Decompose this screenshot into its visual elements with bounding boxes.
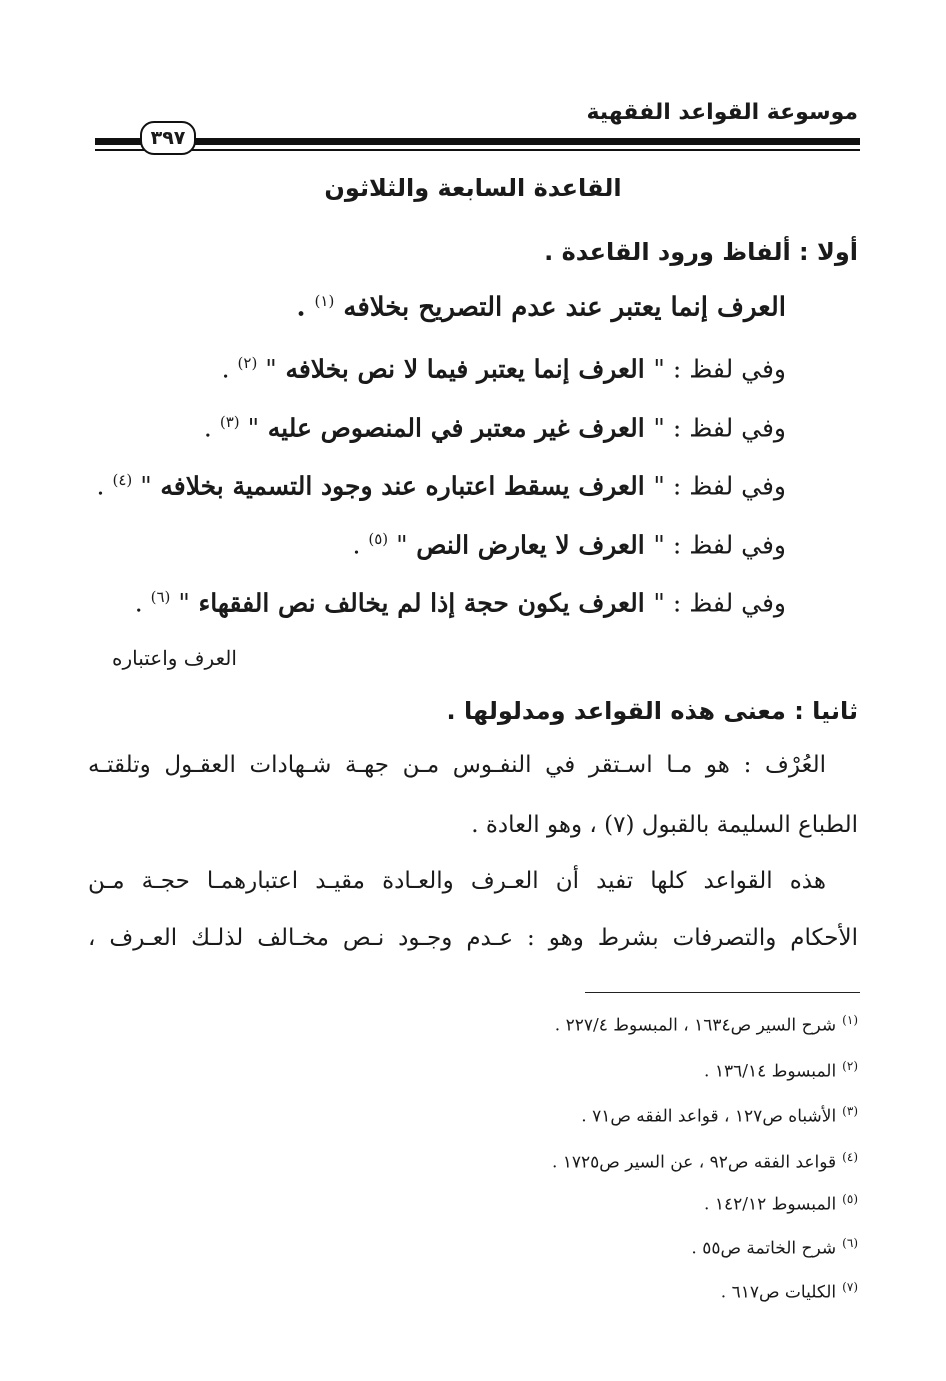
footnote-ref: (٥) [368,530,389,548]
footnote [721,1280,858,1303]
variant-line [204,413,786,442]
variant-text: العرف يكون حجة إذا لم يخالف نص الفقهاء [189,588,654,618]
main-rule-end: . [296,292,315,323]
footnote-number: (٢) [842,1059,858,1073]
variant-prefix: وفي لفظ : " [653,413,786,443]
footnote-number: (٣) [842,1104,858,1118]
rule-title: القاعدة السابعة والثلاثون [324,174,622,202]
footnote [581,1104,858,1127]
variant-end: . [96,471,113,501]
variant-text: العرف إنما يعتبر فيما لا نص بخلافه [276,354,654,384]
variant-prefix: وفي لفظ : " [653,588,786,618]
variant-end: . [352,530,369,560]
variant-text: العرف غير معتبر في المنصوص عليه [259,413,654,443]
header-rule-thin [95,149,860,151]
footnote-ref: (٤) [112,471,133,489]
variant-end: . [221,354,238,384]
footnote-text: الأشباه ص١٢٧ ، قواعد الفقه ص٧١ . [581,1106,837,1127]
header-rule-thick [95,138,860,145]
section1-heading: أولا : ألفاظ ورود القاعدة . [544,238,858,266]
paragraph-line: هذه القواعد كلها تفيد أن العـرف والعـادة مقيـد اعتبارهمـا حجـة مـن [88,868,826,894]
section2-heading: ثانيا : معنى هذه القواعد ومدلولها . [446,697,858,725]
footnote [704,1059,858,1082]
variant-prefix: وفي لفظ : " [653,471,786,501]
footnote-number: (٤) [842,1150,858,1164]
variant-suffix: " [247,413,260,443]
variant-prefix: وفي لفظ : " [653,530,786,560]
footnote-ref: (٦) [150,588,171,606]
footnote-number: (١) [842,1013,858,1027]
footnote [704,1192,858,1215]
variant-end: . [203,413,220,443]
footnote-number: (٦) [842,1236,858,1250]
variant-line [97,471,786,500]
variant-suffix: " [265,354,277,384]
main-rule [296,292,786,323]
side-label: العرف واعتباره [112,646,237,670]
footnote-text: شرح السير ص١٦٣٤ ، المبسوط ٢٢٧/٤ . [554,1015,837,1036]
footnote-ref: (٢) [237,354,258,372]
variant-line [352,530,786,559]
page-number: ٣٩٧ [140,121,196,155]
footnote-ref: (٣) [219,413,240,431]
variant-line [135,588,786,617]
footnote-text: الكليات ص٦١٧ . [720,1282,837,1303]
footnote [552,1150,858,1173]
footnote-text: المبسوط ١٣٦/١٤ . [704,1061,837,1082]
main-rule-text: العرف إنما يعتبر عند عدم التصريح بخلافه [343,292,786,323]
variant-suffix: " [140,471,152,501]
paragraph-line: الأحكام والتصرفات بشرط وهو : عـدم وجـود نـص مخـالف لذلـك العـرف ، [88,925,858,951]
footnote-text: قواعد الفقه ص٩٢ ، عن السير ص١٧٢٥ . [551,1152,837,1173]
variant-suffix: " [396,530,408,560]
variant-text: العرف يسقط اعتباره عند وجود التسمية بخلافه [151,471,654,501]
book-title: موسوعة القواعد الفقهية [586,100,858,125]
footnote-text: شرح الخاتمة ص٥٥ . [691,1238,837,1259]
variant-text: العرف لا يعارض النص [407,530,654,560]
variant-end: . [134,588,151,618]
footnote-text: المبسوط ١٤٢/١٢ . [704,1194,837,1215]
footnote [555,1013,858,1036]
paragraph-line: الطباع السليمة بالقبول (٧) ، وهو العادة . [471,812,858,838]
variant-prefix: وفي لفظ : " [653,354,786,384]
footnote-number: (٥) [842,1192,858,1206]
footnote-ref: (١) [314,292,335,310]
footnote-number: (٧) [842,1280,858,1294]
paragraph-line: العُرْف : هو مـا اسـتقر في النفـوس مـن جهـة شـهادات العقـول وتلقتـه [88,752,826,778]
footnote [691,1236,858,1259]
variant-line [222,354,786,383]
footnote-divider [585,992,860,993]
variant-suffix: " [178,588,190,618]
